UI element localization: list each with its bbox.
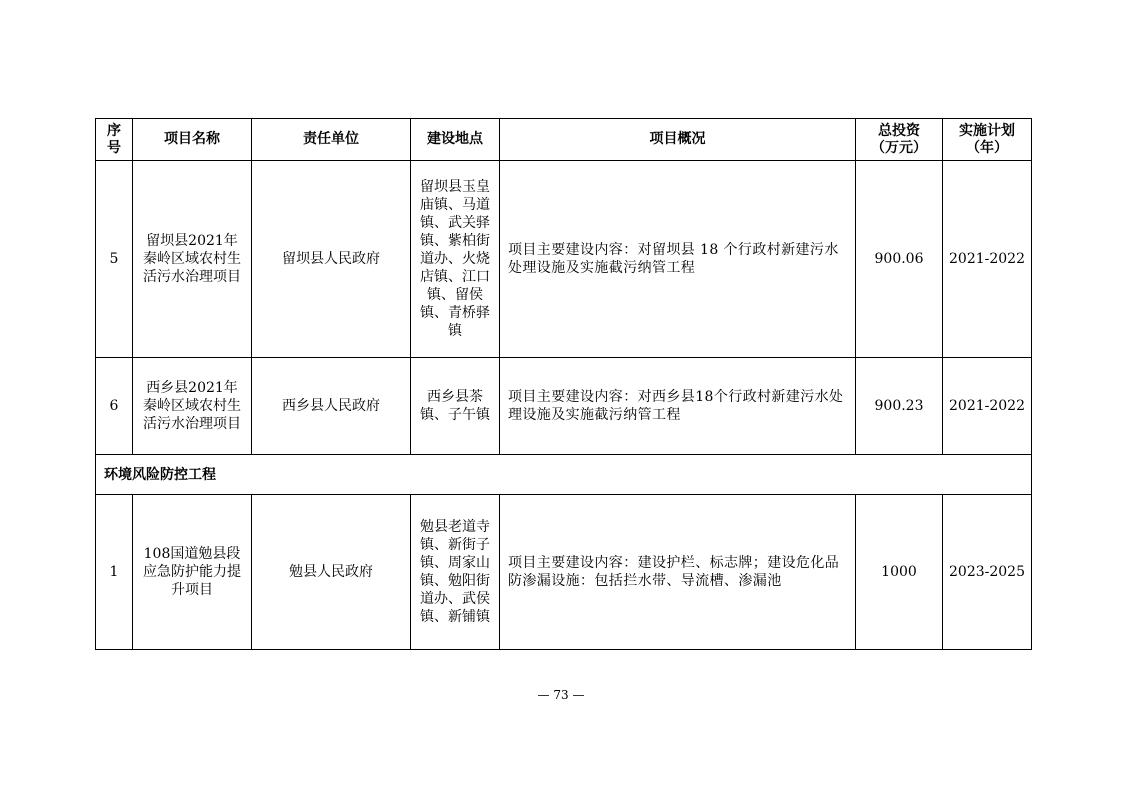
cell-overview: 项目主要建设内容：对西乡县18个行政村新建污水处理设施及实施截污纳管工程 <box>500 358 856 455</box>
cell-investment: 900.06 <box>856 161 943 358</box>
header-overview: 项目概况 <box>500 119 856 161</box>
cell-name: 留坝县2021年秦岭区域农村生活污水治理项目 <box>133 161 252 358</box>
header-investment-line2: （万元） <box>871 139 927 156</box>
project-table <box>95 118 1032 650</box>
header-location: 建设地点 <box>411 119 500 161</box>
header-plan <box>943 119 1032 161</box>
cell-name: 108国道勉县段应急防护能力提升项目 <box>133 495 252 650</box>
cell-overview: 项目主要建设内容：对留坝县 18 个行政村新建污水处理设施及实施截污纳管工程 <box>500 161 856 358</box>
cell-plan: 2023-2025 <box>943 495 1032 650</box>
header-plan-line1: 实施计划 <box>959 122 1015 139</box>
table-row <box>96 161 1032 358</box>
header-no: 序号 <box>96 119 133 161</box>
cell-investment: 1000 <box>856 495 943 650</box>
header-investment-line1: 总投资 <box>878 122 920 139</box>
cell-investment: 900.23 <box>856 358 943 455</box>
cell-no: 6 <box>96 358 133 455</box>
cell-unit: 勉县人民政府 <box>252 495 411 650</box>
cell-unit: 留坝县人民政府 <box>252 161 411 358</box>
cell-location: 西乡县茶镇、子午镇 <box>411 358 500 455</box>
cell-no: 5 <box>96 161 133 358</box>
header-name: 项目名称 <box>133 119 252 161</box>
page-number: — 73 — <box>537 688 585 702</box>
cell-name: 西乡县2021年秦岭区域农村生活污水治理项目 <box>133 358 252 455</box>
header-unit: 责任单位 <box>252 119 411 161</box>
cell-no: 1 <box>96 495 133 650</box>
section-title: 环境风险防控工程 <box>96 455 1032 495</box>
header-investment <box>856 119 943 161</box>
section-row <box>96 455 1032 495</box>
cell-plan: 2021-2022 <box>943 358 1032 455</box>
cell-plan: 2021-2022 <box>943 161 1032 358</box>
header-plan-line2: （年） <box>966 139 1008 156</box>
header-row <box>96 119 1032 161</box>
cell-location: 留坝县玉皇庙镇、马道镇、武关驿镇、紫柏街道办、火烧店镇、江口镇、留侯镇、青桥驿镇 <box>411 161 500 358</box>
cell-location: 勉县老道寺镇、新街子镇、周家山镇、勉阳街道办、武侯镇、新铺镇 <box>411 495 500 650</box>
table-row <box>96 358 1032 455</box>
table-row <box>96 495 1032 650</box>
cell-unit: 西乡县人民政府 <box>252 358 411 455</box>
cell-overview: 项目主要建设内容：建设护栏、标志牌；建设危化品防渗漏设施：包括拦水带、导流槽、渗漏池 <box>500 495 856 650</box>
